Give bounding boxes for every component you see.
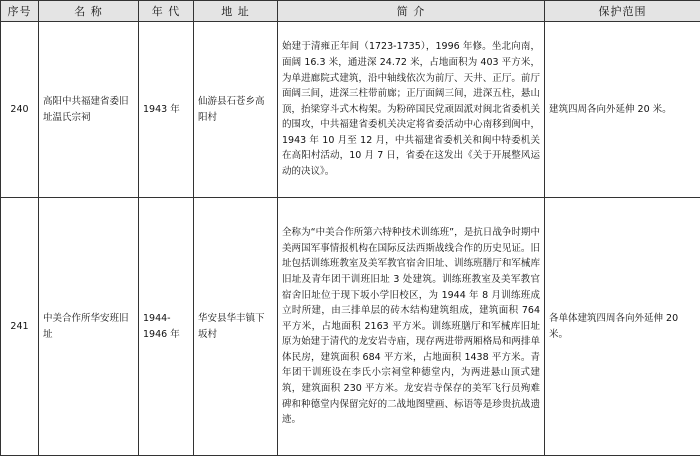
cell-intro: 始建于清雍正年间（1723-1735），1996 年修。坐北向南，面阔 16.3 米，通进深 24.72 米，占地面积为 403 平方米，为单进廊院式建筑，沿中轴线依次为前厅、天井、正厅。前厅面阔三间，进深三柱带前廊；正厅面阔三间，进深五柱，悬山顶，抬梁穿斗式木构架。为粉碎国民党顽固派对闽北省委机关的围攻，中共福建省委机关决定将省委活动中心南移到闽中，1943 年 10 月至 12 月，中共福建省委机关和闽中特委机关在高阳村活动，10 月 7 日，省委在这发出《关于开展整风运动的决议》。 [278,22,545,198]
cell-intro: 全称为“中美合作所第六特种技术训练班”，是抗日战争时期中美两国军事情报机构在国际反法西斯战线合作的历史见证。旧址包括训练班教室及美军教官宿舍旧址、训练班膳厅和军械库旧址及青年团干训班旧址 3 处建筑。训练班教室及美军教官宿舍旧址位于现下坂小学旧校区，为 1944 年 8 月训练班成立时所建，由三排单层的砖木结构建筑组成，建筑面积 764 平方米，占地面积 2163 平方米。训练班膳厅和军械库旧址原为始建于清代的龙安岩寺庙，现存两进带两厢格局和两排单体民房，建筑面积 684 平方米，占地面积 1438 平方米。青年团干训班设在李氏小宗祠堂种德堂内，为两进悬山顶式建筑，建筑面积 230 平方米。龙安岩寺保存的美军飞行员殉难碑和种德堂内保留完好的二战地图壁画、标语等是珍贵抗战遗迹。 [278,198,545,456]
cell-address: 仙游县石苍乡高阳村 [194,22,278,198]
header-scope: 保护范围 [545,1,700,22]
header-address: 地 址 [194,1,278,22]
header-row [1,1,700,22]
header-seq: 序号 [1,1,39,22]
cell-name: 高阳中共福建省委旧址温氏宗祠 [39,22,139,198]
cell-seq: 241 [1,198,39,456]
cell-scope: 各单体建筑四周各向外延伸 20 米。 [545,198,700,456]
header-intro: 简 介 [278,1,545,22]
cell-scope: 建筑四周各向外延伸 20 米。 [545,22,700,198]
header-era: 年 代 [139,1,194,22]
cell-seq: 240 [1,22,39,198]
header-name: 名 称 [39,1,139,22]
cell-era: 1944-1946 年 [139,198,194,456]
table-row [1,198,700,456]
cell-address: 华安县华丰镇下坂村 [194,198,278,456]
table-row [1,22,700,198]
cell-era: 1943 年 [139,22,194,198]
cell-name: 中美合作所华安班旧址 [39,198,139,456]
